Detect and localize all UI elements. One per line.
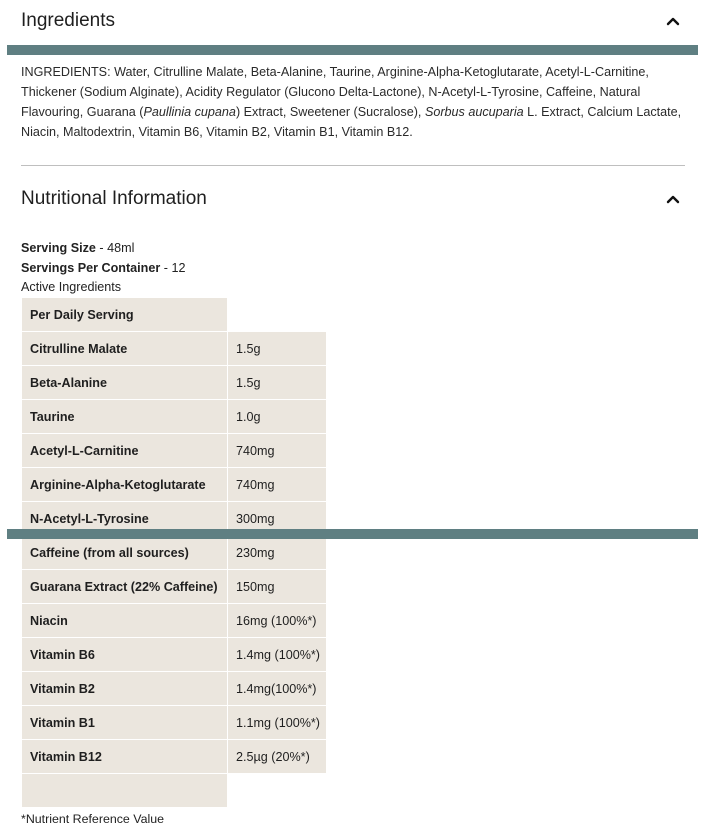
table-row	[22, 536, 327, 570]
chevron-up-icon[interactable]	[666, 194, 680, 204]
nutrient-name: Niacin	[22, 604, 228, 638]
active-ingredients-label: Active Ingredients	[21, 280, 122, 294]
nutrient-amount: 2.5µg (20%*)	[228, 740, 327, 774]
nutrient-amount: 1.5g	[228, 366, 327, 400]
ingredients-text-part: INGREDIENTS: Water, Citrulline Malate, Beta-Alanine, Taurine, Arginine-Alpha-Ketoglutarate, Acetyl-L-Carnitine, Thickener (Sodium Alginate), Acidity Regulator (Glucono Delta-Lactone), N-Acetyl-L-Tyrosine, Caffeine, Natural Flavouring, Guarana (	[21, 65, 649, 119]
nutrient-amount: 1.1mg (100%*)	[228, 706, 327, 740]
ingredients-title[interactable]: Ingredients	[21, 10, 116, 31]
nutrient-name: Vitamin B6	[22, 638, 228, 672]
chevron-up-icon[interactable]	[666, 16, 680, 26]
nutrient-amount: 740mg	[228, 468, 327, 502]
nutrient-amount: 16mg (100%*)	[228, 604, 327, 638]
nutrient-name: Citrulline Malate	[22, 332, 228, 366]
table-row	[22, 672, 327, 706]
ingredients-text	[21, 62, 686, 142]
table-header: Per Daily Serving	[22, 298, 228, 332]
empty-cell	[22, 774, 228, 808]
nutrient-name: Caffeine (from all sources)	[22, 536, 228, 570]
table-row	[22, 332, 327, 366]
table-row	[22, 638, 327, 672]
nutrient-name: Guarana Extract (22% Caffeine)	[22, 570, 228, 604]
ingredients-text-part: L. Extract, Calcium Lactate, Niacin, Maltodextrin, Vitamin B6, Vitamin B2, Vitamin B1, Vitamin B12.	[21, 105, 682, 139]
overlay-divider-band	[7, 529, 698, 539]
table-row	[22, 740, 327, 774]
nutrient-name: N-Acetyl-L-Tyrosine	[22, 502, 228, 536]
table-header-row	[22, 298, 327, 332]
nutrient-amount: 230mg	[228, 536, 327, 570]
ingredients-latin-name: Paullinia cupana	[143, 105, 236, 119]
table-header-blank	[228, 298, 327, 332]
nutrient-amount: 150mg	[228, 570, 327, 604]
table-row	[22, 468, 327, 502]
nutrient-name: Acetyl-L-Carnitine	[22, 434, 228, 468]
table-row	[22, 604, 327, 638]
servings-label: Servings Per Container	[21, 261, 161, 275]
serving-size-label: Serving Size	[21, 241, 96, 255]
ingredients-text-part: ) Extract, Sweetener (Sucralose),	[235, 105, 425, 119]
nutrient-amount: 300mg	[228, 502, 327, 536]
nutrient-name: Vitamin B1	[22, 706, 228, 740]
nutrient-name: Vitamin B2	[22, 672, 228, 706]
table-row	[22, 366, 327, 400]
servings-value: - 12	[160, 261, 186, 275]
serving-size-value: - 48ml	[95, 241, 135, 255]
nutrient-amount: 1.0g	[228, 400, 327, 434]
nutrient-amount: 740mg	[228, 434, 327, 468]
table-row-empty	[22, 774, 327, 808]
ingredients-latin-name: Sorbus aucuparia	[424, 105, 524, 119]
nutrient-amount: 1.4mg (100%*)	[228, 638, 327, 672]
nutrient-name: Vitamin B12	[22, 740, 228, 774]
table-row	[22, 706, 327, 740]
nutrient-amount: 1.4mg(100%*)	[228, 672, 327, 706]
empty-cell	[228, 774, 327, 808]
nutrition-title[interactable]: Nutritional Information	[21, 188, 207, 209]
nutrient-name: Taurine	[22, 400, 228, 434]
nutrient-name: Beta-Alanine	[22, 366, 228, 400]
table-row	[22, 570, 327, 604]
table-row	[22, 434, 327, 468]
nutrient-amount: 1.5g	[228, 332, 327, 366]
section-divider	[21, 165, 685, 166]
nutrient-name: Arginine-Alpha-Ketoglutarate	[22, 468, 228, 502]
table-row	[22, 400, 327, 434]
nutrition-table	[21, 297, 327, 808]
serving-size	[21, 241, 134, 255]
section-divider-band	[7, 45, 698, 55]
footnote: *Nutrient Reference Value	[21, 812, 165, 826]
servings-per-container	[21, 261, 185, 275]
